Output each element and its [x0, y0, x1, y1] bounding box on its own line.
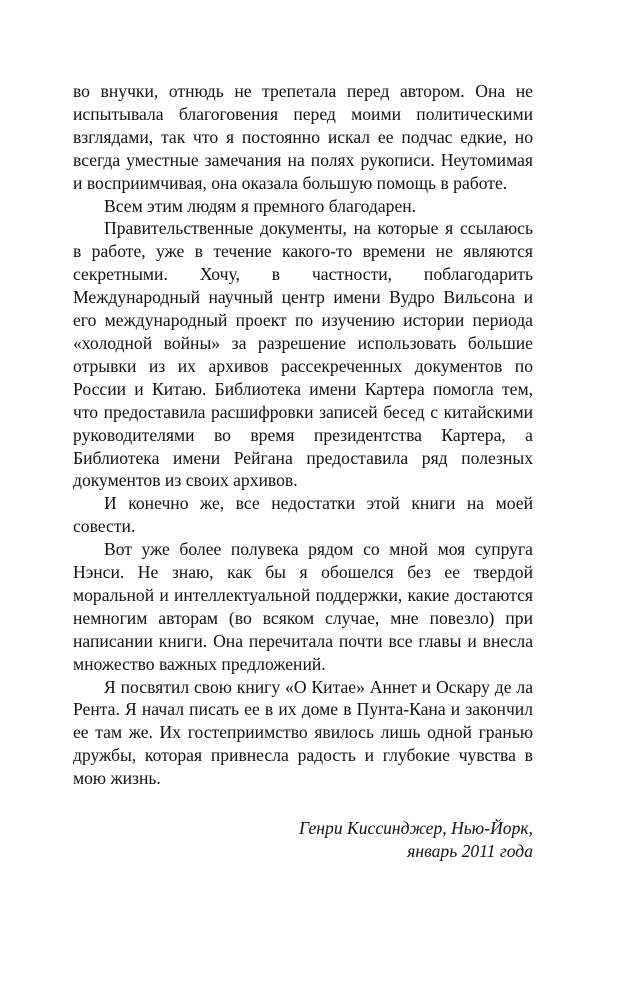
signature-author-place: Генри Киссинджер, Нью-Йорк,: [299, 818, 533, 839]
signature: [73, 817, 533, 863]
paragraph-shortcomings: И конечно же, все недостатки этой книги на моей совести.: [73, 493, 533, 537]
paragraph-continuation: во внучки, отнюдь не трепетала перед автором. Она не испытывала благоговения перед моими политическими взглядами, так что я постоянно искал ее подчас едкие, но всегда уместные замечания на полях рукописи. Неутомимая и восприимчивая, она оказала большую помощь в работе.: [73, 81, 533, 193]
paragraph-dedication: Я посвятил свою книгу «О Китае» Аннет и Оскару де ла Рента. Я начал писать ее в их доме в Пунта-Кана и закончил ее там же. Их гостеприимство явилось лишь одной гранью дружбы, которая привнесла радость и глубокие чувства в мою жизнь.: [73, 676, 533, 789]
page-text: [73, 80, 533, 863]
paragraph-documents: Правительственные документы, на которые я ссылаюсь в работе, уже в течение какого-то времени не являются секретными. Хочу, в частности, поблагодарить Международный научный центр имени Вудро Вильсона и его международный проект по изучению истории периода «холодной войны» за разрешение использовать большие отрывки из их архивов рассекреченных документов по России и Китаю. Библиотека имени Картера помогла тем, что предоставила расшифровки записей бесед с китайскими руководителями во время президентства Картера, а Библиотека имени Рейгана предоставила ряд полезных документов из своих архивов.: [73, 218, 533, 491]
paragraph-spouse: Вот уже более полувека рядом со мной моя супруга Нэнси. Не знаю, как бы я обошелся без ее твердой моральной и интеллектуальной поддержки, какие достаются немногим авторам (во всяком случае, мне повезло) при написании книги. Она перечитала почти все главы и внесла множество важных предложений.: [73, 539, 533, 674]
signature-date: январь 2011 года: [407, 841, 533, 862]
paragraph-thanks: Всем этим людям я премного благодарен.: [104, 195, 417, 216]
